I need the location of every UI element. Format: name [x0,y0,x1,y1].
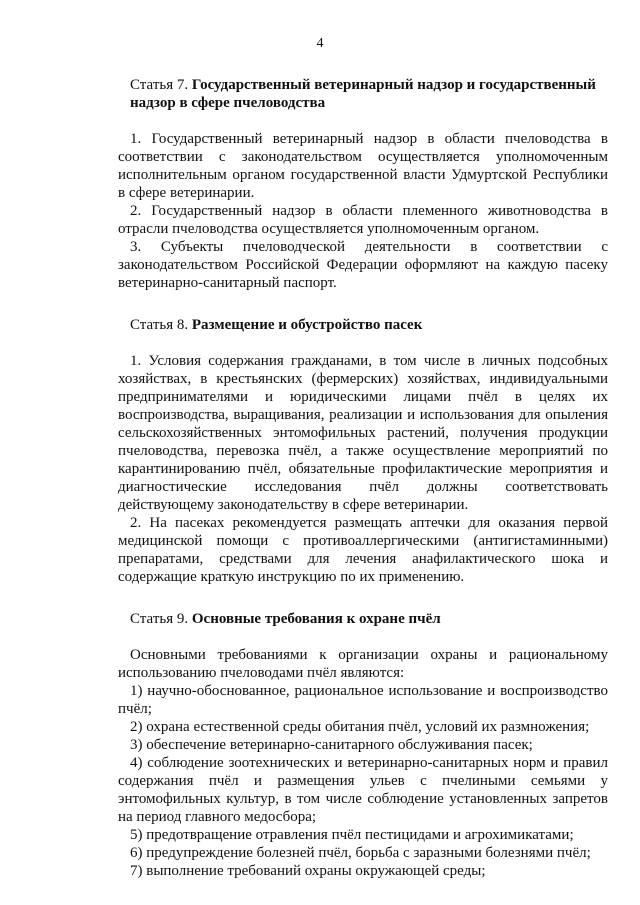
article-9-item-1: 1) научно-обоснованное, рациональное использование и воспроизводство пчёл; [118,683,608,717]
article-7-paragraph-1: 1. Государственный ветеринарный надзор в области пчеловодства в соответствии с законодательством осуществляется уполномоченным исполнительным органом государственной власти Удмуртской Республики в сфере ветеринарии. [118,131,608,201]
article-9-label: Статья 9. [130,611,189,627]
article-8-paragraph-2: 2. На пасеках рекомендуется размещать аптечки для оказания первой медицинской помощи с противоаллергическими (антигистаминными) препаратами, средствами для лечения анафилактического шока и содержащие краткую инструкцию по их применению. [118,515,608,585]
page-number: 4 [316,36,324,51]
article-8-paragraph-1: 1. Условия содержания гражданами, в том числе в личных подсобных хозяйствах, в крестьянских (фермерских) хозяйствах, индивидуальными предпринимателями и юридическими лицами пчёл в целях их воспроизводства, выращивания, реализации и использования для опыления сельскохозяйственных энтомофильных растений, получения продукции пчеловодства, перевозка пчёл, а также осуществление мероприятий по карантинированию пчёл, обязательные профилактические мероприятия и диагностические исследования пчёл должны соответствовать действующему законодательству в сфере ветеринарии. [118,353,608,513]
article-9-intro: Основными требованиями к организации охраны и рациональному использованию пчеловодами пчёл являются: [118,647,608,681]
article-8-label: Статья 8. [130,317,189,333]
article-7 [118,76,608,292]
article-8-title: Размещение и обустройство пасек [191,317,423,333]
article-9-item-5: 5) предотвращение отравления пчёл пестицидами и агрохимикатами; [130,827,574,843]
article-9-heading [118,610,608,628]
article-7-label: Статья 7. [130,77,189,93]
document-body [118,76,608,880]
article-9 [118,610,608,880]
article-9-item-7: 7) выполнение требований охраны окружающей среды; [130,863,486,879]
article-8-heading [118,316,608,334]
article-9-item-2: 2) охрана естественной среды обитания пчёл, условий их размножения; [130,719,590,735]
article-9-item-6: 6) предупреждение болезней пчёл, борьба с заразными болезнями пчёл; [130,845,591,861]
article-7-title: Государственный ветеринарный надзор и государственный надзор в сфере пчеловодства [130,77,596,111]
article-8 [118,316,608,586]
article-9-item-3: 3) обеспечение ветеринарно-санитарного обслуживания пасек; [130,737,533,753]
article-9-title: Основные требования к охране пчёл [191,611,441,627]
article-7-heading [118,76,608,112]
article-7-paragraph-2: 2. Государственный надзор в области племенного животноводства в отрасли пчеловодства осуществляется уполномоченным органом. [118,203,608,237]
article-7-paragraph-3: 3. Субъекты пчеловодческой деятельности в соответствии с законодательством Российской Федерации оформляют на каждую пасеку ветеринарно-санитарный паспорт. [118,239,608,291]
article-9-item-4: 4) соблюдение зоотехнических и ветеринарно-санитарных норм и правил содержания пчёл и размещения ульев с пчелиными семьями у энтомофильных культур, в том числе соблюдение установленных запретов на период главного медосбора; [118,755,608,825]
